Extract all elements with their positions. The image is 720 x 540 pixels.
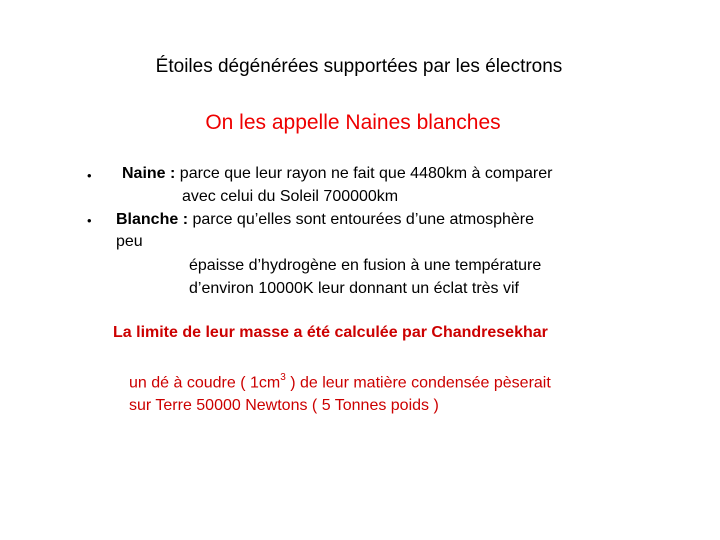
example-part-1: un dé à coudre ( 1cm (129, 374, 281, 392)
bullet-1-line-2: avec celui du Soleil 700000km (182, 188, 399, 205)
bullet-1-line-1 (122, 164, 552, 183)
bullet-marker-1: • (87, 168, 92, 183)
slide-subtitle (0, 111, 720, 135)
slide-subtitle-text: On les appelle Naines blanches (205, 111, 501, 134)
bullet-1-term: Naine : (122, 165, 176, 182)
bullet-2-term: Blanche : (116, 211, 189, 228)
bullet-2-line-1 (116, 210, 534, 229)
bullet-2-line-4: d’environ 10000K leur donnant un éclat très vif (189, 280, 519, 297)
example-line-1 (129, 373, 551, 392)
slide-title (0, 56, 720, 78)
bullet-2-line-2: peu (116, 233, 143, 250)
slide-title-text: Étoiles dégénérées supportées par les électrons (155, 56, 563, 77)
example-part-2: ) de leur matière condensée pèserait (285, 374, 551, 392)
bullet-1-text: parce que leur rayon ne fait que 4480km à comparer (175, 165, 553, 182)
example-line-2: sur Terre 50000 Newtons ( 5 Tonnes poids ) (129, 397, 439, 414)
bullet-2-text: parce qu’elles sont entourées d’une atmosphère (188, 211, 535, 228)
example-exponent: 3 (280, 372, 286, 383)
bullet-marker-2: • (87, 213, 92, 228)
mass-limit-statement: La limite de leur masse a été calculée par Chandresekhar (113, 324, 548, 341)
bullet-2-line-3: épaisse d’hydrogène en fusion à une température (189, 257, 542, 274)
